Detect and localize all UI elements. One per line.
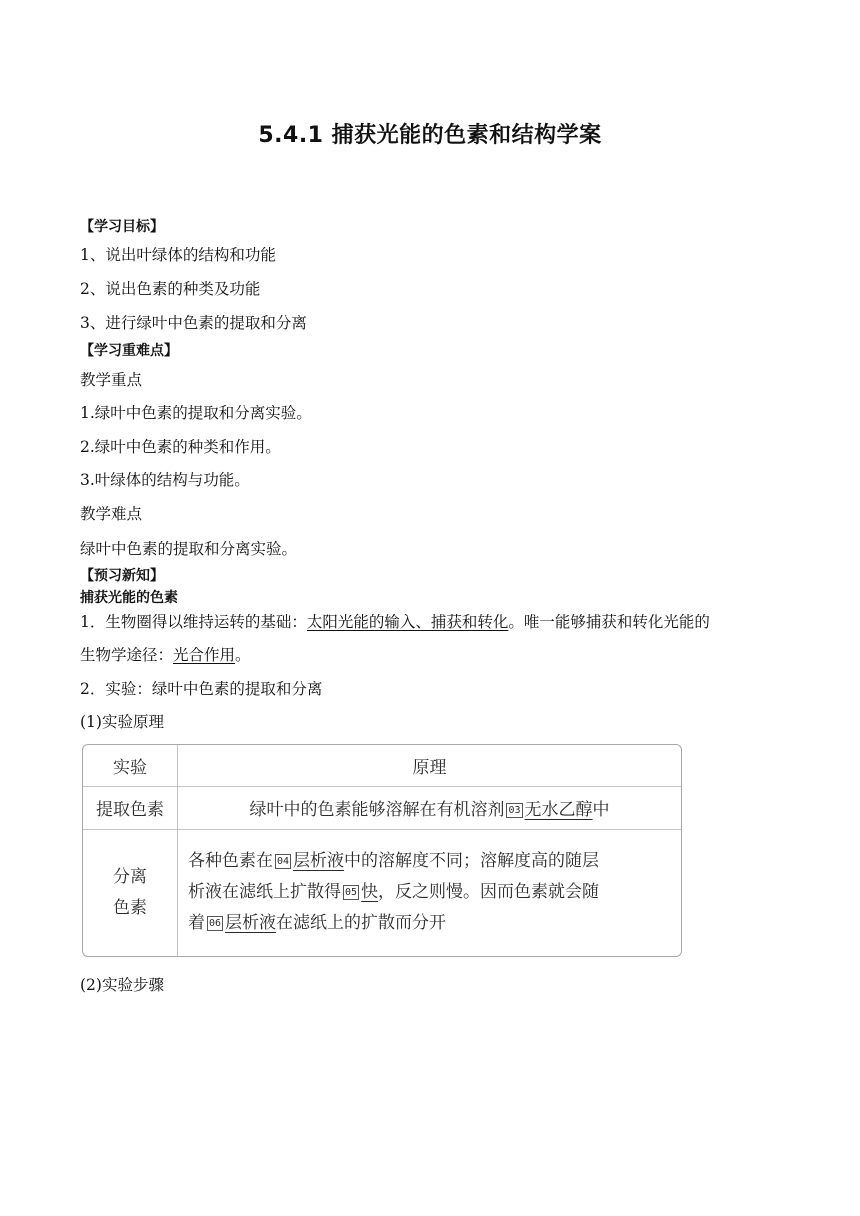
row2-line-2 <box>188 877 673 908</box>
p1-middle: 。唯一能够捕获和转化光能的 <box>508 613 710 631</box>
row2-l1-a: 各种色素在 <box>188 851 273 872</box>
principle-table <box>82 744 682 957</box>
goal-item-3: 3、进行绿叶中色素的提取和分离 <box>80 314 307 332</box>
row2-answer-3: 层析液 <box>225 913 277 934</box>
row2-l2-b: ，反之则慢。因而色素就会随 <box>378 882 600 903</box>
paragraph-1-line-2 <box>80 643 251 665</box>
row-separate-text <box>178 829 682 956</box>
focus-label: 教学重点 <box>80 371 143 389</box>
row-extract-text <box>178 786 682 829</box>
answer-number-badge: 06 <box>209 918 222 930</box>
row2-answer-2: 快 <box>361 882 379 903</box>
row2-l2-a: 析液在滤纸上扩散得 <box>188 882 341 903</box>
row1-text-b: 中 <box>592 800 610 820</box>
row2-l3-b: 在滤纸上的扩散而分开 <box>276 913 447 934</box>
row2-label-a: 分离 <box>113 866 147 887</box>
p1-end: 。 <box>235 646 251 664</box>
answer-number-badge: 05 <box>345 887 358 899</box>
focus-item-1: 1.绿叶中色素的提取和分离实验。 <box>80 404 312 422</box>
focus-item-3: 3.叶绿体的结构与功能。 <box>80 471 250 489</box>
row2-label-b: 色素 <box>113 897 147 918</box>
difficulty-label: 教学难点 <box>80 505 143 523</box>
row1-answer: 无水乙醇 <box>524 800 593 820</box>
row2-l1-b: 中的溶解度不同；溶解度高的随层 <box>344 851 600 872</box>
paragraph-2: 2．实验：绿叶中色素的提取和分离 <box>80 680 323 698</box>
page-title: 5.4.1 捕获光能的色素和结构学案 <box>258 123 602 148</box>
focus-item-2: 2.绿叶中色素的种类和作用。 <box>80 438 281 456</box>
row2-l3-a: 着 <box>188 913 205 934</box>
learning-goals-heading: 【学习目标】 <box>80 219 164 235</box>
table-header-experiment: 实验 <box>83 745 178 786</box>
preview-heading: 【预习新知】 <box>80 568 164 584</box>
row2-line-1 <box>188 846 673 877</box>
answer-number-badge: 03 <box>508 805 521 816</box>
row2-answer-1: 层析液 <box>293 851 345 872</box>
row2-line-3 <box>188 908 673 939</box>
row1-text-a: 绿叶中的色素能够溶解在有机溶剂 <box>249 800 505 820</box>
paragraph-3: (1)实验原理 <box>80 713 164 731</box>
p1-line2-prefix: 生物学途径： <box>80 646 174 664</box>
table-header-principle: 原理 <box>178 745 682 786</box>
row-separate-label <box>83 829 178 956</box>
key-points-heading: 【学习重难点】 <box>80 343 178 359</box>
p1-answer-2: 光合作用 <box>173 646 236 664</box>
p1-prefix: 1．生物圈得以维持运转的基础： <box>80 613 307 631</box>
goal-item-2: 2、说出色素的种类及功能 <box>80 280 261 298</box>
goal-item-1: 1、说出叶绿体的结构和功能 <box>80 246 276 264</box>
paragraph-1-line-1 <box>80 610 710 632</box>
p1-answer-1: 太阳光能的输入、捕获和转化 <box>306 613 509 631</box>
preview-subheading: 捕获光能的色素 <box>80 590 178 606</box>
answer-number-badge: 04 <box>277 856 290 868</box>
paragraph-4: (2)实验步骤 <box>80 976 164 994</box>
row-extract-label: 提取色素 <box>83 786 178 829</box>
difficulty-item: 绿叶中色素的提取和分离实验。 <box>80 540 298 558</box>
